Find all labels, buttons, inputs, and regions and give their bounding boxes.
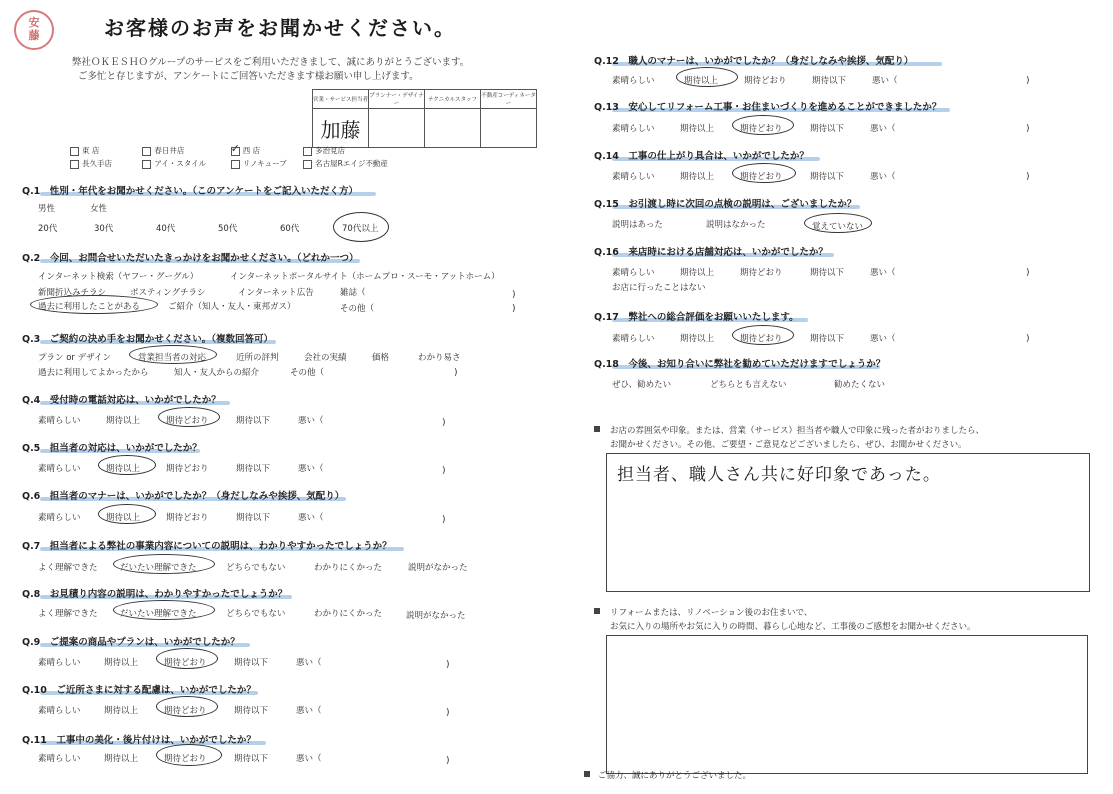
option-as-expected[interactable]: 期待どおり [166, 513, 209, 523]
staff-header-sales: 営業・サービス担当者 [313, 90, 369, 109]
option-newspaper-flyer[interactable]: 新聞折込みチラシ [38, 288, 107, 298]
option-used-before[interactable]: 過去に利用したことがある [38, 302, 141, 312]
option-internet-search[interactable]: インターネット検索（ヤフー・グーグル） [38, 272, 199, 282]
selected-circle [732, 115, 794, 135]
option-dont-remember[interactable]: 覚えていない [812, 222, 864, 232]
option-above-expectation[interactable]: 期待以上 [680, 124, 715, 134]
staff-header-technical: テクニカルスタッフ [425, 90, 481, 109]
paren-close: ) [442, 515, 446, 525]
paren-close: ) [1026, 334, 1030, 344]
option-70s-plus[interactable]: 70代以上 [342, 224, 379, 234]
option-undecided[interactable]: どちらとも言えない [710, 380, 787, 390]
option-below-expectation[interactable]: 期待以下 [810, 334, 845, 344]
question-13: Q.13 安心してリフォーム工事・お住まいづくりを進めることができましたか？ [594, 102, 942, 113]
option-never-visited[interactable]: お店に行ったことはない [612, 283, 706, 293]
option-no-explanation[interactable]: 説明がなかった [408, 563, 468, 573]
option-below-expectation[interactable]: 期待以下 [236, 416, 271, 426]
option-excellent[interactable]: 素晴らしい [38, 658, 81, 668]
option-female[interactable]: 女性 [90, 204, 108, 214]
store-checkbox-renocube[interactable]: リノキューブ [231, 158, 301, 169]
store-checkbox-nagoya-r[interactable]: 名古屋Rエイジ不動産 [303, 158, 388, 169]
option-internet-ad[interactable]: インターネット広告 [238, 288, 314, 298]
question-11: Q.11 工事中の美化・後片付けは、いかがでしたか？ [22, 735, 256, 746]
option-excellent[interactable]: 素晴らしい [38, 754, 81, 764]
option-30s[interactable]: 30代 [94, 224, 114, 234]
paren-close: ) [446, 708, 450, 718]
paren-close: ) [1026, 268, 1030, 278]
option-above-expectation[interactable]: 期待以上 [104, 706, 139, 716]
option-as-expected[interactable]: 期待どおり [166, 464, 209, 474]
comment-1-prompt-2: お聞かせください。その他、ご要望・ご意見などございましたら、ぜひ、お聞かせください。 [610, 440, 967, 450]
store-row-1 [70, 141, 346, 156]
option-as-expected[interactable]: 期待どおり [164, 658, 207, 668]
comment-2-prompt-2: お気に入りの場所やお気に入りの時間、暮らし心地など、工事後のご感想をお聞かせください。 [610, 622, 976, 632]
bullet-square [594, 608, 600, 614]
option-mostly-understood[interactable]: だいたい理解できた [120, 563, 197, 573]
option-bad[interactable]: 悪い（ [870, 172, 896, 182]
option-track-record[interactable]: 会社の実績 [304, 353, 347, 363]
selected-circle [113, 600, 215, 620]
option-excellent[interactable]: 素晴らしい [38, 416, 81, 426]
option-magazine[interactable]: 雑誌（ [340, 288, 366, 298]
paren-close: ) [512, 290, 516, 300]
option-not-recommend[interactable]: 勧めたくない [834, 380, 886, 390]
selected-circle [732, 163, 796, 183]
option-hard-to-understand[interactable]: わかりにくかった [314, 563, 383, 573]
comment-1-answer: 担当者、職人さん共に好印象であった。 [617, 465, 941, 485]
option-below-expectation[interactable]: 期待以下 [236, 513, 271, 523]
option-bad[interactable]: 悪い（ [872, 76, 898, 86]
option-bad[interactable]: 悪い（ [870, 268, 896, 278]
paren-close: ) [512, 304, 516, 314]
option-below-expectation[interactable]: 期待以下 [234, 706, 269, 716]
staff-header-realestate: 不動産コーディネーター [481, 90, 537, 109]
store-checkbox-tajimi[interactable]: 多治見店 [303, 145, 345, 156]
question-5: Q.5 担当者の対応は、いかがでしたか？ [22, 443, 202, 454]
question-17: Q.17 弊社への総合評価をお願いいたします。 [594, 312, 799, 323]
option-below-expectation[interactable]: 期待以下 [236, 464, 271, 474]
option-above-expectation[interactable]: 期待以上 [684, 76, 719, 86]
comment-1-prompt-1: お店の雰囲気や印象。または、営業（サービス）担当者や職人で印象に残った者がおりましたら、 [610, 426, 985, 436]
option-20s[interactable]: 20代 [38, 224, 58, 234]
option-portal-site[interactable]: インターネットポータルサイト（ホームプロ・スーモ・アットホーム） [230, 272, 500, 282]
store-checkbox-nagakute[interactable]: 長久手店 [70, 158, 140, 169]
selected-circle [156, 696, 218, 717]
question-4: Q.4 受付時の電話対応は、いかがでしたか？ [22, 395, 221, 406]
selected-circle [30, 295, 158, 314]
question-2: Q.2 今回、お問合せいただいたきっかけをお聞かせください。（どれか一つ） [22, 253, 359, 264]
option-below-expectation[interactable]: 期待以下 [812, 76, 847, 86]
option-other[interactable]: その他（ [290, 368, 325, 378]
option-above-expectation[interactable]: 期待以上 [680, 268, 715, 278]
option-excellent[interactable]: 素晴らしい [612, 76, 655, 86]
comment-2-prompt-1: リフォームまたは、リノベーション後のお住まいで、 [610, 608, 813, 618]
option-excellent[interactable]: 素晴らしい [38, 706, 81, 716]
option-excellent[interactable]: 素晴らしい [612, 334, 655, 344]
option-as-expected[interactable]: 期待どおり [166, 416, 209, 426]
option-60s[interactable]: 60代 [280, 224, 300, 234]
bullet-square [584, 771, 590, 777]
option-other[interactable]: その他（ [340, 304, 375, 314]
paren-close: ) [454, 368, 458, 378]
option-above-expectation[interactable]: 期待以上 [106, 416, 141, 426]
option-posting-flyer[interactable]: ポスティングチラシ [130, 288, 206, 298]
store-checkbox-nishi[interactable]: ✓ 西 店 [230, 141, 261, 155]
option-as-expected[interactable]: 期待どおり [740, 334, 783, 344]
option-reputation[interactable]: 近所の評判 [236, 353, 279, 363]
question-1: Q.1 性別・年代をお聞かせください。（このアンケートをご記入いただく方） [22, 186, 358, 197]
paren-close: ) [446, 756, 450, 766]
selected-circle [156, 648, 218, 669]
staff-value-planner[interactable] [369, 109, 425, 148]
option-below-expectation[interactable]: 期待以下 [234, 658, 269, 668]
option-above-expectation[interactable]: 期待以上 [106, 464, 141, 474]
staff-value-sales[interactable]: 加藤 [313, 109, 369, 148]
option-referral[interactable]: ご紹介（知人・友人・東邦ガス） [168, 302, 296, 312]
option-mostly-understood[interactable]: だいたい理解できた [120, 609, 197, 619]
option-explained[interactable]: 説明はあった [612, 220, 663, 230]
question-14: Q.14 工事の仕上がり具合は、いかがでしたか？ [594, 151, 809, 162]
question-8: Q.8 お見積り内容の説明は、わかりやすかったでしょうか？ [22, 589, 288, 600]
option-bad[interactable]: 悪い（ [296, 658, 322, 668]
option-as-expected[interactable]: 期待どおり [164, 754, 207, 764]
option-below-expectation[interactable]: 期待以下 [810, 172, 845, 182]
option-50s[interactable]: 50代 [218, 224, 238, 234]
staff-table [312, 89, 537, 148]
option-above-expectation[interactable]: 期待以上 [106, 513, 141, 523]
selected-circle [98, 455, 156, 475]
option-below-expectation[interactable]: 期待以下 [810, 124, 845, 134]
option-clarity[interactable]: わかり易さ [418, 353, 461, 363]
option-excellent[interactable]: 素晴らしい [612, 172, 655, 182]
option-male[interactable]: 男性 [38, 204, 56, 214]
seal-stamp: 安 藤 [14, 10, 54, 50]
option-as-expected[interactable]: 期待どおり [740, 268, 783, 278]
comment-1-box[interactable] [606, 453, 1090, 592]
option-bad[interactable]: 悪い（ [296, 754, 322, 764]
option-definitely-recommend[interactable]: ぜひ、勧めたい [612, 380, 672, 390]
question-7: Q.7 担当者による弊社の事業内容についての説明は、わかりやすかったでしょうか？ [22, 541, 392, 552]
question-16: Q.16 来店時における店舗対応は、いかがでしたか？ [594, 247, 828, 258]
question-9: Q.9 ご提案の商品やプランは、いかがでしたか？ [22, 637, 240, 648]
selected-circle [129, 345, 217, 364]
option-excellent[interactable]: 素晴らしい [38, 464, 81, 474]
option-40s[interactable]: 40代 [156, 224, 176, 234]
option-hard-to-understand[interactable]: わかりにくかった [314, 609, 383, 619]
paren-close: ) [446, 660, 450, 670]
option-above-expectation[interactable]: 期待以上 [680, 334, 715, 344]
option-above-expectation[interactable]: 期待以上 [104, 658, 139, 668]
staff-header-planner: プランナー・デザイナー [369, 90, 425, 109]
selected-circle [676, 67, 738, 87]
store-checkbox-higashi[interactable]: 東 店 [70, 145, 140, 156]
option-sales-rep-response[interactable]: 営業担当者の対応 [138, 353, 207, 363]
option-bad[interactable]: 悪い（ [298, 513, 324, 523]
bullet-square [594, 426, 600, 432]
page-title: お客様のお声をお聞かせください。 [104, 16, 456, 40]
option-understood-well[interactable]: よく理解できた [38, 563, 98, 573]
selected-circle [732, 325, 794, 345]
option-as-expected[interactable]: 期待どおり [744, 76, 787, 86]
option-not-explained[interactable]: 説明はなかった [706, 220, 766, 230]
selected-circle [98, 504, 156, 524]
selected-circle [113, 554, 215, 574]
question-10: Q.10 ご近所さまに対する配慮は、いかがでしたか？ [22, 685, 256, 696]
option-as-expected[interactable]: 期待どおり [740, 172, 783, 182]
option-as-expected[interactable]: 期待どおり [740, 124, 783, 134]
paren-close: ) [1026, 124, 1030, 134]
paren-close: ) [1026, 172, 1030, 182]
store-checkbox-kasugai[interactable]: 春日井店 [142, 145, 228, 156]
option-price[interactable]: 価格 [372, 353, 390, 363]
staff-value-technical[interactable] [425, 109, 481, 148]
option-bad[interactable]: 悪い（ [870, 334, 896, 344]
option-above-expectation[interactable]: 期待以上 [680, 172, 715, 182]
option-no-explanation[interactable]: 説明がなかった [406, 611, 466, 621]
question-12: Q.12 職人のマナーは、いかがでしたか？（身だしなみや挨拶、気配り） [594, 56, 914, 67]
option-understood-well[interactable]: よく理解できた [38, 609, 98, 619]
intro-line-1: 弊社ＯＫＥＳＨＯグループのサービスをご利用いただきまして、誠にありがとうございます。 [72, 57, 470, 68]
option-bad[interactable]: 悪い（ [298, 464, 324, 474]
option-excellent[interactable]: 素晴らしい [38, 513, 81, 523]
option-excellent[interactable]: 素晴らしい [612, 268, 655, 278]
option-friend-referral[interactable]: 知人・友人からの紹介 [174, 368, 260, 378]
selected-circle [156, 744, 222, 766]
option-below-expectation[interactable]: 期待以下 [234, 754, 269, 764]
paren-close: ) [442, 418, 446, 428]
option-neutral[interactable]: どちらでもない [226, 563, 286, 573]
selected-circle [333, 212, 389, 242]
footer-thanks: ご協力、誠にありがとうございました。 [598, 771, 752, 781]
option-bad[interactable]: 悪い（ [296, 706, 322, 716]
option-bad[interactable]: 悪い（ [870, 124, 896, 134]
paren-close: ) [1026, 76, 1030, 86]
option-as-expected[interactable]: 期待どおり [164, 706, 207, 716]
question-3: Q.3 ご契約の決め手をお聞かせください。（複数回答可） [22, 334, 274, 345]
option-plan-design[interactable]: プラン or デザイン [38, 353, 112, 363]
selected-circle [158, 407, 220, 427]
staff-value-realestate[interactable] [481, 109, 537, 148]
option-bad[interactable]: 悪い（ [298, 416, 324, 426]
selected-circle [804, 213, 872, 233]
intro-line-2: ご多忙と存じますが、アンケートにご回答いただきます様お願い申し上げます。 [78, 71, 419, 82]
paren-close: ) [442, 466, 446, 476]
question-15: Q.15 お引渡し時に次回の点検の説明は、ございましたか？ [594, 199, 857, 210]
option-good-past-use[interactable]: 過去に利用してよかったから [38, 368, 149, 378]
store-checkbox-istyle[interactable]: アイ・スタイル [142, 158, 228, 169]
option-above-expectation[interactable]: 期待以上 [104, 754, 139, 764]
question-6: Q.6 担当者のマナーは、いかがでしたか？（身だしなみや挨拶、気配り） [22, 491, 345, 502]
option-below-expectation[interactable]: 期待以下 [810, 268, 845, 278]
question-18: Q.18 今後、お知り合いに弊社を勧めていただけますでしょうか？ [594, 359, 886, 370]
store-row-2 [70, 158, 388, 169]
option-neutral[interactable]: どちらでもない [226, 609, 286, 619]
option-excellent[interactable]: 素晴らしい [612, 124, 655, 134]
comment-2-box[interactable] [606, 635, 1088, 774]
